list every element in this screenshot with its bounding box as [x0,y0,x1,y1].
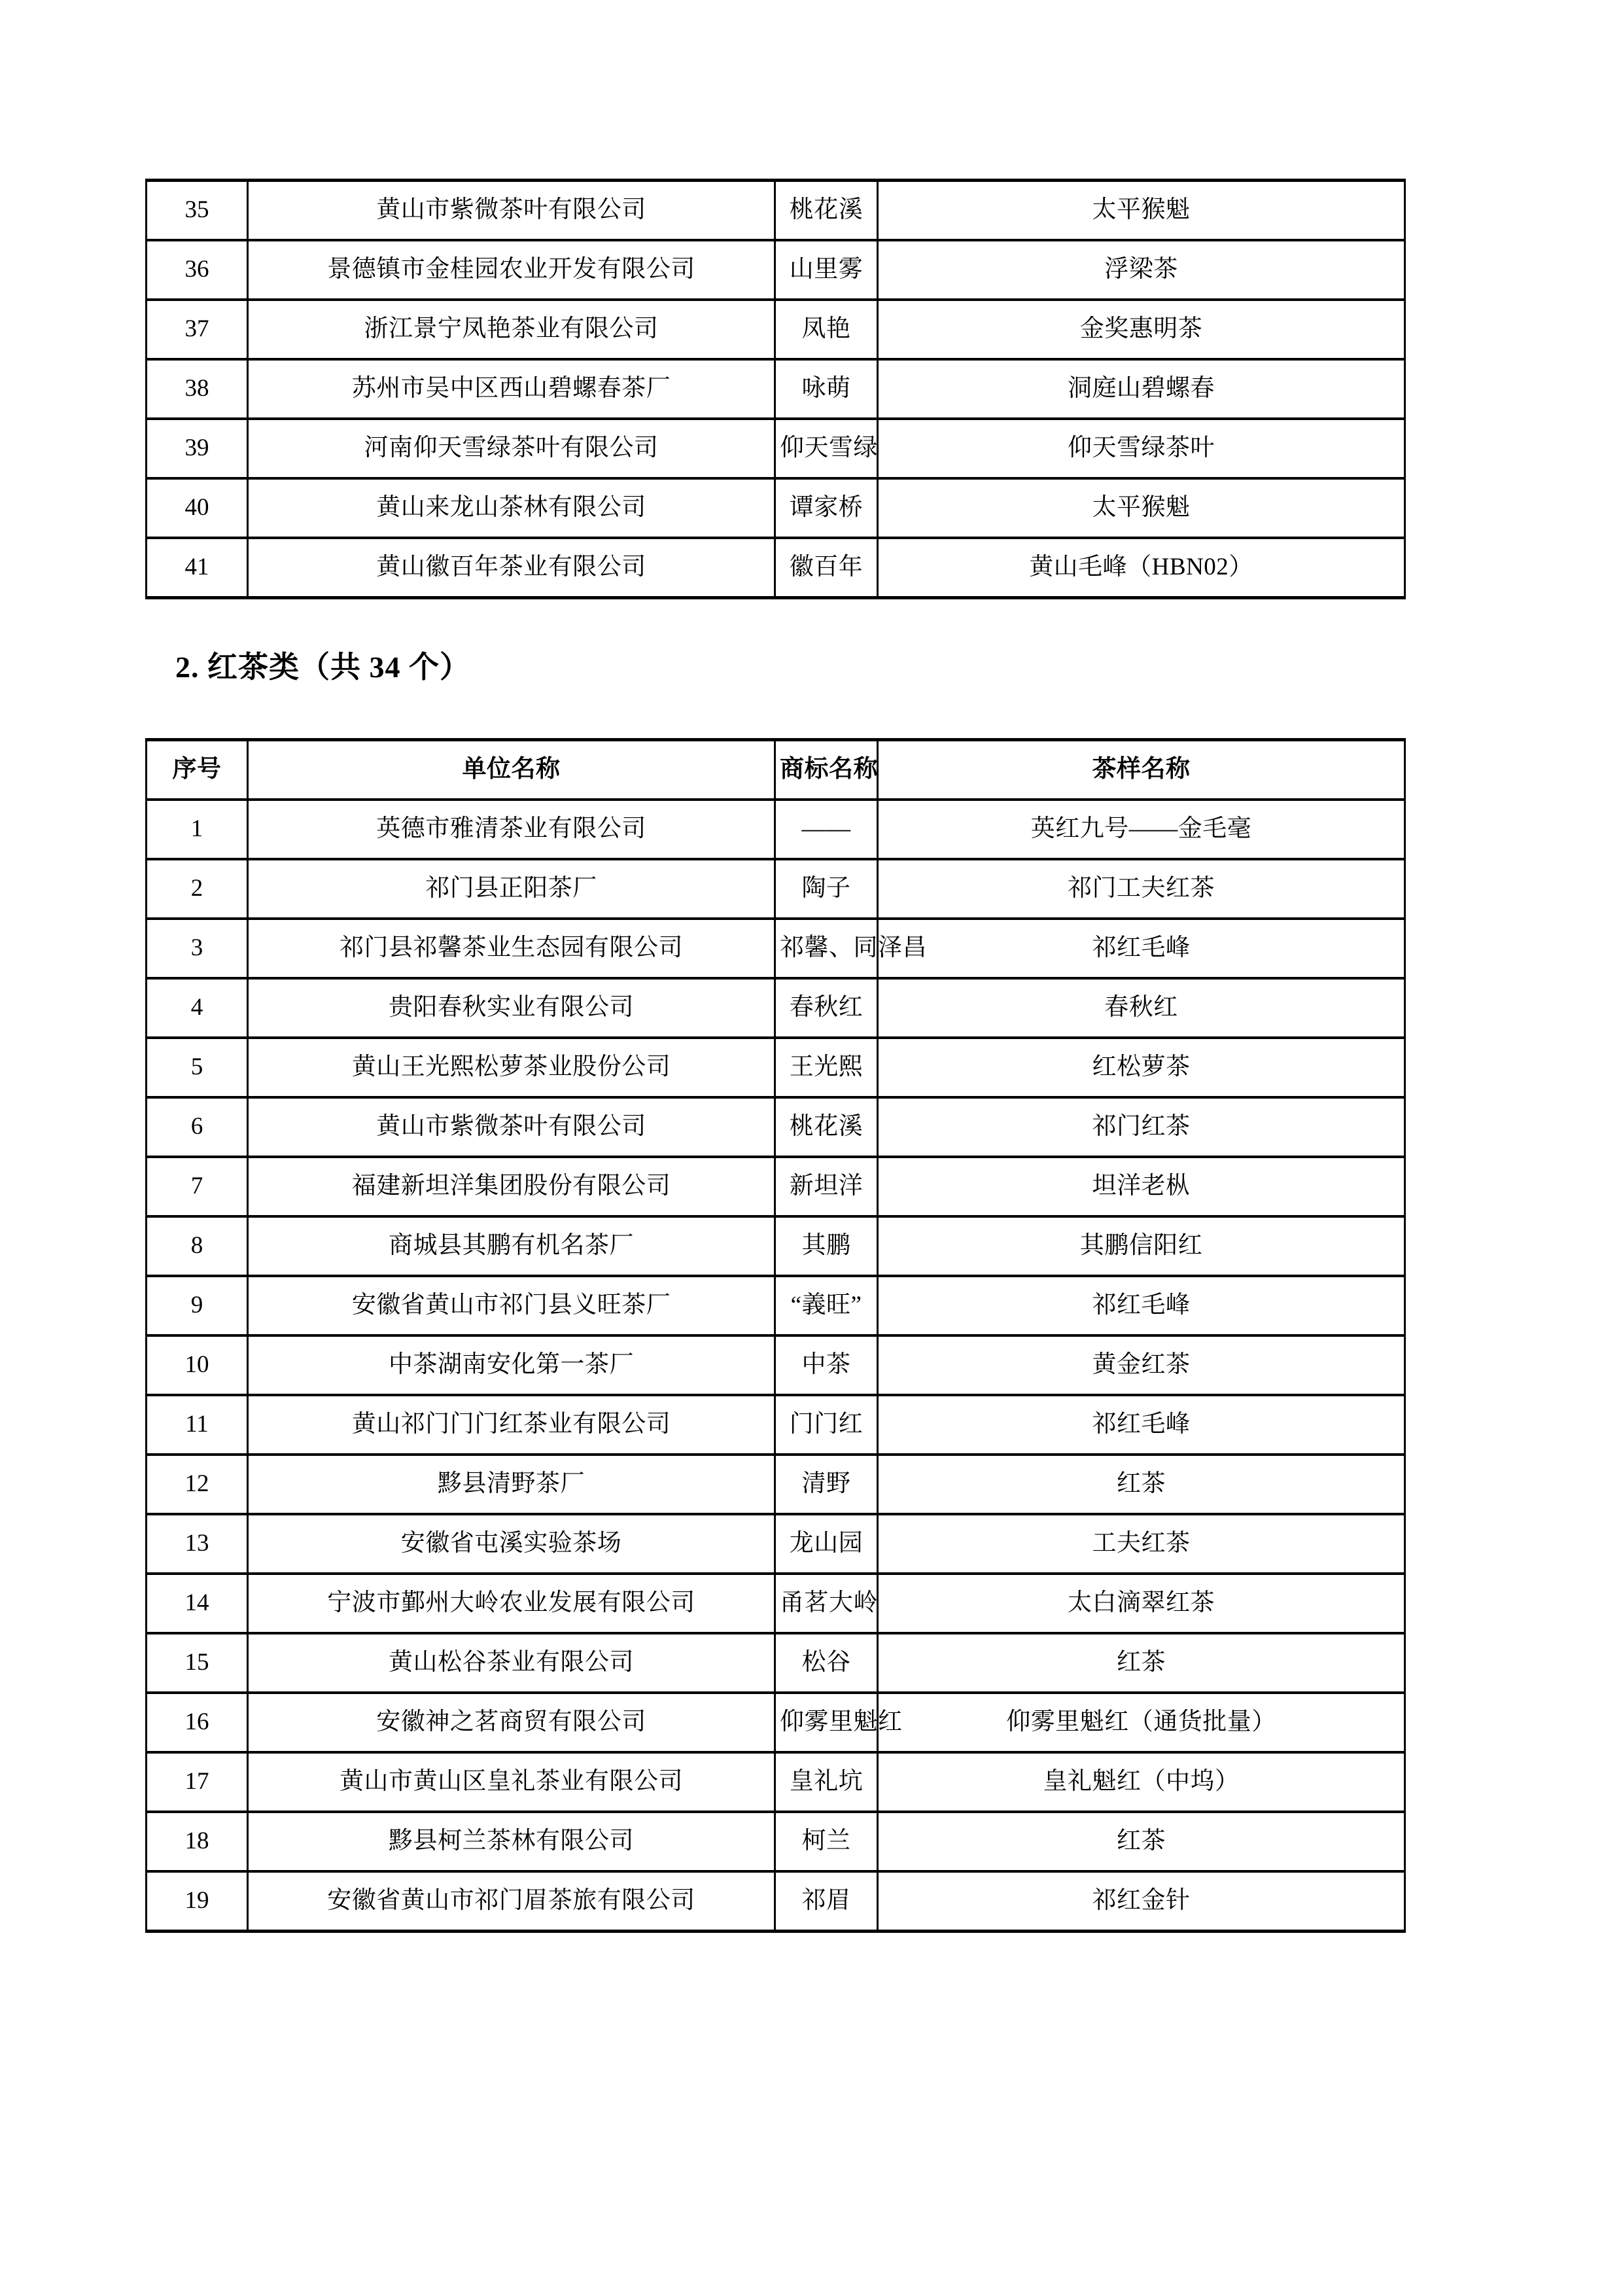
cell-unit-name: 河南仰天雪绿茶叶有限公司 [248,419,775,478]
table-body [147,800,1405,1932]
cell-unit-name: 福建新坦洋集团股份有限公司 [248,1157,775,1216]
table-row [147,978,1405,1038]
cell-index: 7 [147,1157,248,1216]
table-body [147,181,1405,598]
cell-index: 40 [147,478,248,538]
cell-unit-name: 黄山王光熙松萝茶业股份公司 [248,1038,775,1097]
cell-brand-name: 谭家桥 [775,478,878,538]
column-header-sample-name: 茶样名称 [878,740,1405,800]
table-row [147,1097,1405,1157]
cell-sample-name: 太平猴魁 [878,181,1405,241]
cell-sample-name: 祁门工夫红茶 [878,859,1405,919]
cell-sample-name: 红松萝茶 [878,1038,1405,1097]
cell-unit-name: 黄山市紫微茶叶有限公司 [248,1097,775,1157]
cell-brand-name: 桃花溪 [775,181,878,241]
cell-sample-name: 仰天雪绿茶叶 [878,419,1405,478]
cell-unit-name: 黄山市黄山区皇礼茶业有限公司 [248,1752,775,1812]
cell-unit-name: 黄山徽百年茶业有限公司 [248,538,775,598]
table-row [147,1335,1405,1395]
cell-brand-name: 龙山园 [775,1514,878,1574]
cell-unit-name: 祁门县祁馨茶业生态园有限公司 [248,919,775,978]
table-header [147,740,1405,800]
column-header-brand-name: 商标名称 [775,740,878,800]
cell-index: 1 [147,800,248,859]
cell-brand-name: 仰雾里魁红 [775,1693,878,1752]
cell-unit-name: 安徽神之茗商贸有限公司 [248,1693,775,1752]
table-header-row [147,740,1405,800]
table-row [147,1633,1405,1693]
cell-brand-name: 甬茗大岭 [775,1574,878,1633]
continued-table-container [145,179,1404,599]
cell-index: 4 [147,978,248,1038]
cell-sample-name: 洞庭山碧螺春 [878,359,1405,419]
cell-brand-name: 皇礼坑 [775,1752,878,1812]
cell-unit-name: 黄山市紫微茶叶有限公司 [248,181,775,241]
table-row [147,419,1405,478]
cell-index: 17 [147,1752,248,1812]
cell-brand-name: 祁眉 [775,1871,878,1932]
cell-sample-name: 浮梁茶 [878,240,1405,300]
cell-unit-name: 黟县柯兰茶林有限公司 [248,1812,775,1871]
cell-index: 8 [147,1216,248,1276]
cell-sample-name: 红茶 [878,1455,1405,1514]
table-row [147,1276,1405,1335]
table-row [147,1574,1405,1633]
cell-index: 14 [147,1574,248,1633]
black-tea-table [145,738,1406,1933]
cell-sample-name: 金奖惠明茶 [878,300,1405,359]
cell-index: 3 [147,919,248,978]
cell-index: 2 [147,859,248,919]
cell-index: 5 [147,1038,248,1097]
cell-index: 36 [147,240,248,300]
table-row [147,919,1405,978]
cell-index: 13 [147,1514,248,1574]
cell-sample-name: 皇礼魁红（中坞） [878,1752,1405,1812]
cell-index: 16 [147,1693,248,1752]
table-row [147,800,1405,859]
table-row [147,1038,1405,1097]
cell-brand-name: 桃花溪 [775,1097,878,1157]
cell-sample-name: 太平猴魁 [878,478,1405,538]
cell-sample-name: 仰雾里魁红（通货批量） [878,1693,1405,1752]
cell-unit-name: 黄山祁门门门红茶业有限公司 [248,1395,775,1455]
cell-sample-name: 春秋红 [878,978,1405,1038]
cell-sample-name: 工夫红茶 [878,1514,1405,1574]
cell-brand-name: 清野 [775,1455,878,1514]
table-row [147,1455,1405,1514]
cell-index: 18 [147,1812,248,1871]
cell-sample-name: 祁红毛峰 [878,919,1405,978]
cell-brand-name: 松谷 [775,1633,878,1693]
table-row [147,859,1405,919]
cell-brand-name: 咏萌 [775,359,878,419]
cell-index: 39 [147,419,248,478]
table-row [147,359,1405,419]
cell-unit-name: 黄山来龙山茶林有限公司 [248,478,775,538]
cell-index: 38 [147,359,248,419]
cell-sample-name: 英红九号——金毛毫 [878,800,1405,859]
table-row [147,300,1405,359]
cell-brand-name: 山里雾 [775,240,878,300]
cell-sample-name: 祁红毛峰 [878,1395,1405,1455]
cell-index: 41 [147,538,248,598]
table-row [147,1216,1405,1276]
table-row [147,478,1405,538]
cell-sample-name: 黄山毛峰（HBN02） [878,538,1405,598]
cell-index: 15 [147,1633,248,1693]
cell-unit-name: 黟县清野茶厂 [248,1455,775,1514]
cell-brand-name: 柯兰 [775,1812,878,1871]
cell-unit-name: 浙江景宁凤艳茶业有限公司 [248,300,775,359]
cell-index: 37 [147,300,248,359]
cell-brand-name: 仰天雪绿 [775,419,878,478]
cell-unit-name: 安徽省屯溪实验茶场 [248,1514,775,1574]
table-row [147,1812,1405,1871]
table-row [147,1693,1405,1752]
cell-sample-name: 太白滴翠红茶 [878,1574,1405,1633]
cell-unit-name: 中茶湖南安化第一茶厂 [248,1335,775,1395]
cell-unit-name: 苏州市吴中区西山碧螺春茶厂 [248,359,775,419]
cell-sample-name: 祁红金针 [878,1871,1405,1932]
cell-brand-name: 徽百年 [775,538,878,598]
cell-index: 12 [147,1455,248,1514]
cell-sample-name: 红茶 [878,1812,1405,1871]
cell-sample-name: 黄金红茶 [878,1335,1405,1395]
column-header-unit-name: 单位名称 [248,740,775,800]
cell-brand-name: —— [775,800,878,859]
cell-unit-name: 贵阳春秋实业有限公司 [248,978,775,1038]
green-tea-continued-table [145,179,1406,599]
cell-brand-name: 凤艳 [775,300,878,359]
cell-unit-name: 商城县其鹏有机名茶厂 [248,1216,775,1276]
table-row [147,1871,1405,1932]
table-row [147,1157,1405,1216]
cell-index: 10 [147,1335,248,1395]
black-tea-table-container [145,738,1404,1933]
cell-brand-name: 门门红 [775,1395,878,1455]
column-header-index: 序号 [147,740,248,800]
cell-index: 6 [147,1097,248,1157]
table-row [147,1395,1405,1455]
section-heading: 2. 红茶类（共 34 个） [175,650,470,684]
cell-unit-name: 安徽省黄山市祁门县义旺茶厂 [248,1276,775,1335]
cell-brand-name: 中茶 [775,1335,878,1395]
cell-brand-name: 其鹏 [775,1216,878,1276]
cell-sample-name: 其鹏信阳红 [878,1216,1405,1276]
cell-brand-name: 王光熙 [775,1038,878,1097]
cell-brand-name: “義旺” [775,1276,878,1335]
cell-index: 19 [147,1871,248,1932]
cell-sample-name: 祁红毛峰 [878,1276,1405,1335]
table-row [147,538,1405,598]
cell-unit-name: 安徽省黄山市祁门眉茶旅有限公司 [248,1871,775,1932]
cell-sample-name: 坦洋老枞 [878,1157,1405,1216]
cell-brand-name: 陶子 [775,859,878,919]
table-row [147,240,1405,300]
cell-sample-name: 红茶 [878,1633,1405,1693]
cell-index: 9 [147,1276,248,1335]
cell-index: 35 [147,181,248,241]
table-row [147,1752,1405,1812]
cell-index: 11 [147,1395,248,1455]
cell-brand-name: 祁馨、同泽昌 [775,919,878,978]
cell-unit-name: 祁门县正阳茶厂 [248,859,775,919]
cell-sample-name: 祁门红茶 [878,1097,1405,1157]
table-row [147,1514,1405,1574]
cell-unit-name: 景德镇市金桂园农业开发有限公司 [248,240,775,300]
table-row [147,181,1405,241]
cell-brand-name: 春秋红 [775,978,878,1038]
cell-brand-name: 新坦洋 [775,1157,878,1216]
cell-unit-name: 宁波市鄞州大岭农业发展有限公司 [248,1574,775,1633]
cell-unit-name: 英德市雅清茶业有限公司 [248,800,775,859]
cell-unit-name: 黄山松谷茶业有限公司 [248,1633,775,1693]
